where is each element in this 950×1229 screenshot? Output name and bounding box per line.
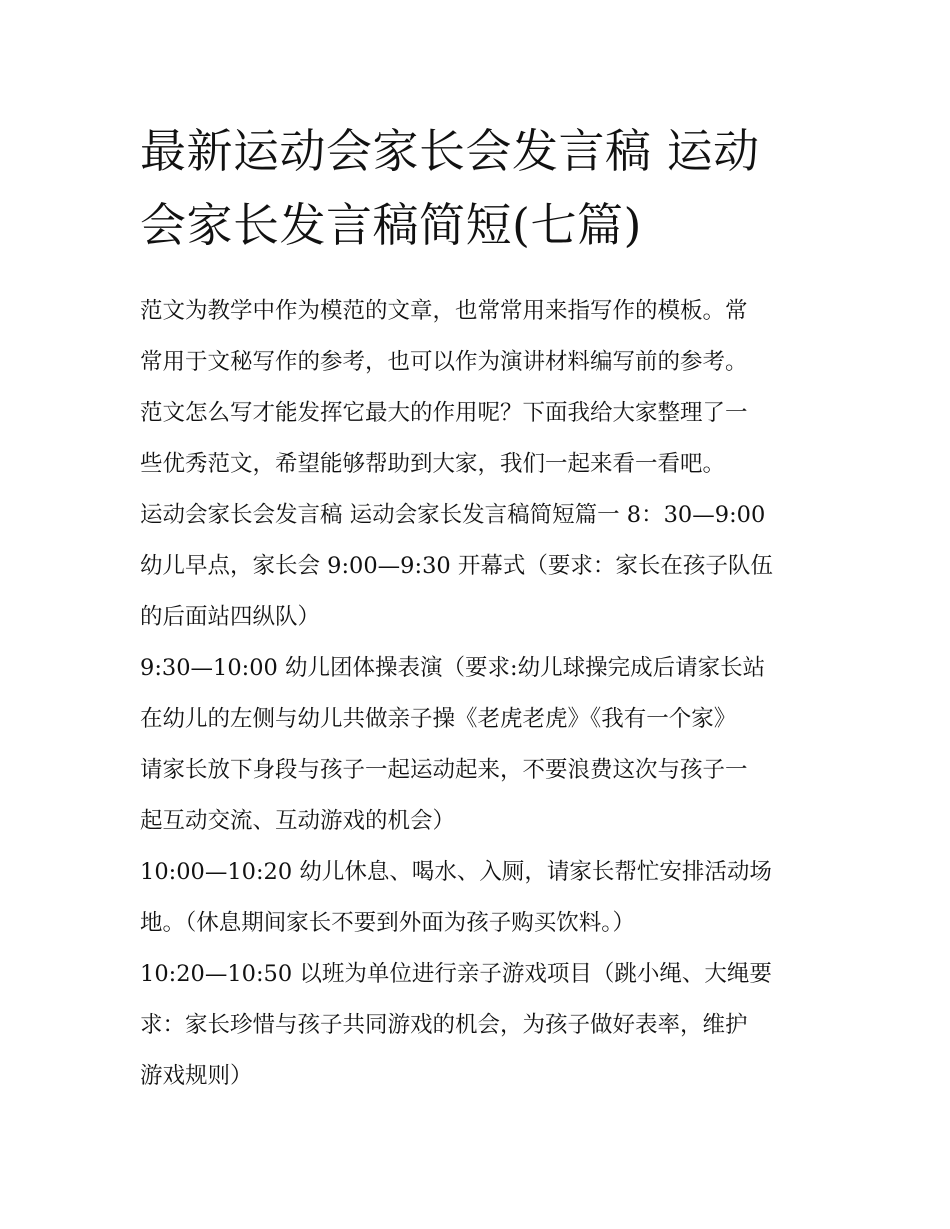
document-content — [140, 114, 812, 1102]
body-line: 些优秀范文，希望能够帮助到大家，我们一起来看一看吧。 — [140, 451, 726, 477]
body-line: 请家长放下身段与孩子一起运动起来，不要浪费这次与孩子一 — [140, 757, 748, 783]
body-line: 范文为教学中作为模范的文章，也常常用来指写作的模板。常 — [140, 298, 748, 324]
body-line: 9:30—10:00 幼儿团体操表演（要求:幼儿球操完成后请家长站 — [140, 655, 766, 681]
body-line: 在幼儿的左侧与幼儿共做亲子操《老虎老虎》《我有一个家》 — [140, 706, 737, 732]
body-line: 地。（休息期间家长不要到外面为孩子购买饮料。） — [140, 910, 636, 936]
document-body — [140, 286, 812, 1102]
body-line: 10:20—10:50 以班为单位进行亲子游戏项目（跳小绳、大绳要 — [140, 961, 772, 987]
body-line: 运动会家长会发言稿 运动会家长发言稿简短篇一 8：30—9:00 — [140, 502, 766, 528]
body-line: 起互动交流、互动游戏的机会） — [140, 808, 456, 834]
title-line-1: 最新运动会家长会发言稿 运动 — [140, 124, 760, 178]
body-line: 幼儿早点，家长会 9:00—9:30 开幕式（要求：家长在孩子队伍 — [140, 553, 773, 579]
body-line: 游戏规则） — [140, 1063, 253, 1089]
body-line: 10:00—10:20 幼儿休息、喝水、入厕，请家长帮忙安排活动场 — [140, 859, 772, 885]
body-line: 求：家长珍惜与孩子共同游戏的机会，为孩子做好表率，维护 — [140, 1012, 748, 1038]
document-title — [140, 114, 812, 262]
body-line: 常用于文秘写作的参考，也可以作为演讲材料编写前的参考。 — [140, 349, 748, 375]
body-line: 的后面站四纵队） — [140, 604, 321, 630]
body-line: 范文怎么写才能发挥它最大的作用呢？下面我给大家整理了一 — [140, 400, 748, 426]
title-line-2: 会家长发言稿简短(七篇) — [140, 198, 642, 252]
